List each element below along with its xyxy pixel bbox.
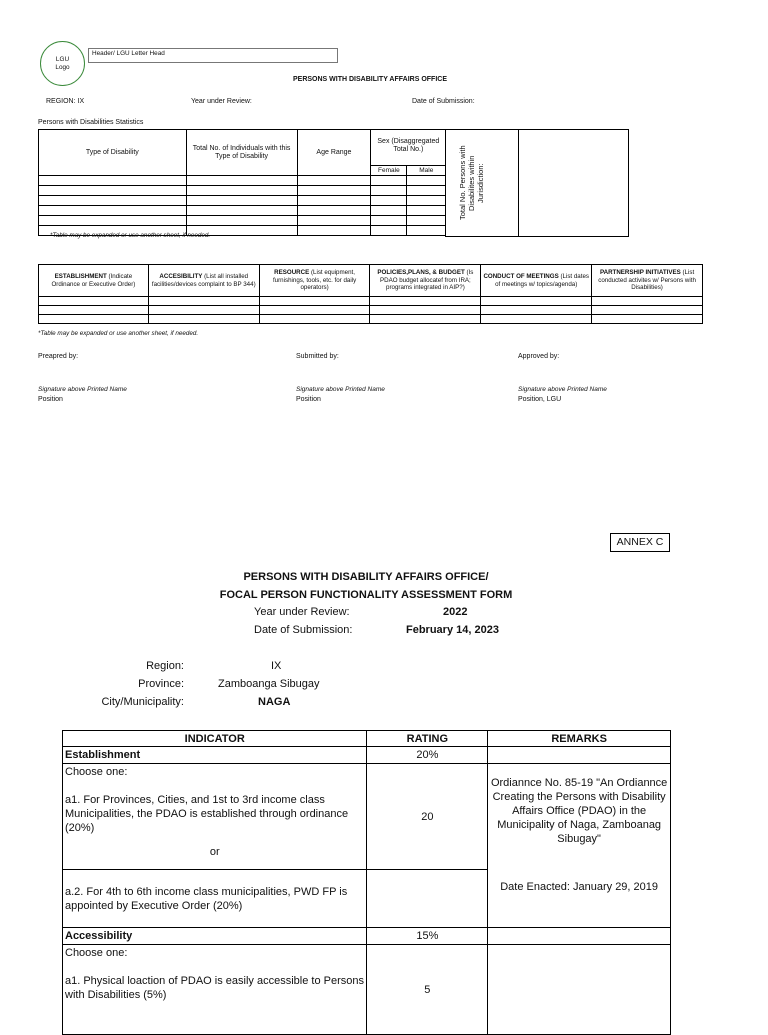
position-prepared: Position [38, 396, 63, 403]
city-value: NAGA [258, 696, 291, 708]
a1-text: a1. For Provinces, Cities, and 1st to 3rd income class Municipalities, the PDAO is established through ordinance (20%) [65, 794, 349, 834]
region-label-2: Region: [146, 660, 184, 672]
year-label-2: Year under Review: [254, 606, 350, 618]
or-text: or [209, 846, 220, 858]
col-conduct-of-meetings: CONDUCT OF MEETINGS (List dates of meetings w/ topics/agenda) [481, 265, 592, 297]
table-row [39, 315, 703, 324]
header-letterhead-text: Header/ LGU Letter Head [92, 50, 165, 57]
office-title: PERSONS WITH DISABILITY AFFAIRS OFFICE [292, 76, 447, 83]
pdao-details-table [38, 264, 703, 324]
form-title-line2: FOCAL PERSON FUNCTIONALITY ASSESSMENT FORM [219, 589, 513, 601]
col-remarks: REMARKS [488, 731, 671, 747]
col-establishment: ESTABLISHMENT (Indicate Ordinance or Executive Order) [39, 265, 149, 297]
a1-rating: 20 [367, 764, 488, 870]
establishment-label: Establishment [63, 747, 367, 764]
lgu-logo-text: LGU Logo [55, 55, 70, 71]
year-under-review-label: Year under Review: [191, 98, 252, 105]
col-total-individuals: Total No. of Individuals with this Type of Disability [186, 130, 297, 176]
statistics-label: Persons with Disabilities Statistics [38, 119, 144, 126]
accessibility-label: Accessibility [63, 928, 367, 945]
signature-line-submitted: Signature above Printed Name [296, 386, 385, 393]
signature-line-approved: Signature above Printed Name [518, 386, 607, 393]
establishment-a1-cell [63, 764, 367, 870]
accessibility-b1-cell [63, 945, 367, 1035]
choose-one-text-2: Choose one: [65, 947, 128, 959]
col-sex: Sex (Disaggregated Total No.) [371, 130, 446, 166]
col-policies-plans-budget: POLICIES,PLANS, & BUDGET (Is PDAO budget allocatef from IRA; programs integrated in AIP?) [370, 265, 481, 297]
assessment-table [62, 730, 671, 1035]
a2-text: a.2. For 4th to 6th income class municipalities, PWD FP is appointed by Executive Order (20%) [63, 870, 367, 928]
b1-rating: 5 [367, 945, 488, 1035]
date-value: February 14, 2023 [406, 624, 499, 636]
col-type-of-disability: Type of Disability [39, 130, 187, 176]
city-label: City/Municipality: [101, 696, 184, 708]
table-note-1: *Table may be expanded or use another sheet, if needed. [50, 232, 211, 239]
col-age-range: Age Range [297, 130, 371, 176]
signature-line-prepared: Signature above Printed Name [38, 386, 127, 393]
accessibility-rating: 15% [367, 928, 488, 945]
col-female: Female [371, 166, 407, 176]
position-submitted: Position [296, 396, 321, 403]
total-within-jurisdiction-text: Total No. Persons with Disabilites within Jurisdiction: [458, 145, 486, 221]
choose-one-text: Choose one: [65, 766, 128, 778]
total-value-cell [519, 130, 629, 237]
establishment-remarks-cell [488, 764, 671, 928]
col-rating: RATING [367, 731, 488, 747]
table-note-2: *Table may be expanded or use another sheet, if needed. [38, 330, 199, 337]
col-indicator: INDICATOR [63, 731, 367, 747]
col-accessibility: ACCESIBILITY (List all installed facilities/devices complaint to BP 344) [148, 265, 259, 297]
table-row [39, 306, 703, 315]
year-value: 2022 [443, 606, 468, 618]
col-partnership-initiatives: PARTNERSHIP INITIATIVES (List conducted activites w/ Persons with Disabilities) [592, 265, 703, 297]
table-row [39, 297, 703, 306]
col-total-within-jurisdiction [446, 130, 519, 237]
b1-text: a1. Physical loaction of PDAO is easily accessible to Persons with Disabilities (5%) [65, 975, 364, 1001]
date-label-2: Date of Submission: [254, 624, 353, 636]
approved-by-label: Approved by: [518, 353, 560, 360]
submitted-by-label: Submitted by: [296, 353, 339, 360]
col-resource: RESOURCE (List equipment, furnishings, tools, etc. for daily operators) [259, 265, 370, 297]
date-of-submission-label: Date of Submission: [412, 98, 475, 105]
disability-statistics-table [38, 129, 629, 237]
position-approved: Position, LGU [518, 396, 562, 403]
establishment-rating: 20% [367, 747, 488, 764]
annex-label: ANNEX C [610, 533, 670, 552]
a2-remarks: Date Enacted: January 29, 2019 [500, 881, 659, 893]
a1-remarks: Ordiannce No. 85-19 "An Ordiannce Creating the Persons with Disability Affairs Office (PDAO) in the Municipality of Naga, Zamboanag Sibugay" [490, 777, 668, 845]
province-label: Province: [138, 678, 184, 690]
region-value: IX [271, 660, 282, 672]
form-title-line1: PERSONS WITH DISABILITY AFFAIRS OFFICE/ [243, 571, 489, 583]
region-label: REGION: IX [46, 98, 85, 105]
col-male: Male [407, 166, 446, 176]
prepared-by-label: Preapred by: [38, 353, 79, 360]
header-letterhead-box [88, 48, 338, 63]
province-value: Zamboanga Sibugay [218, 678, 320, 690]
